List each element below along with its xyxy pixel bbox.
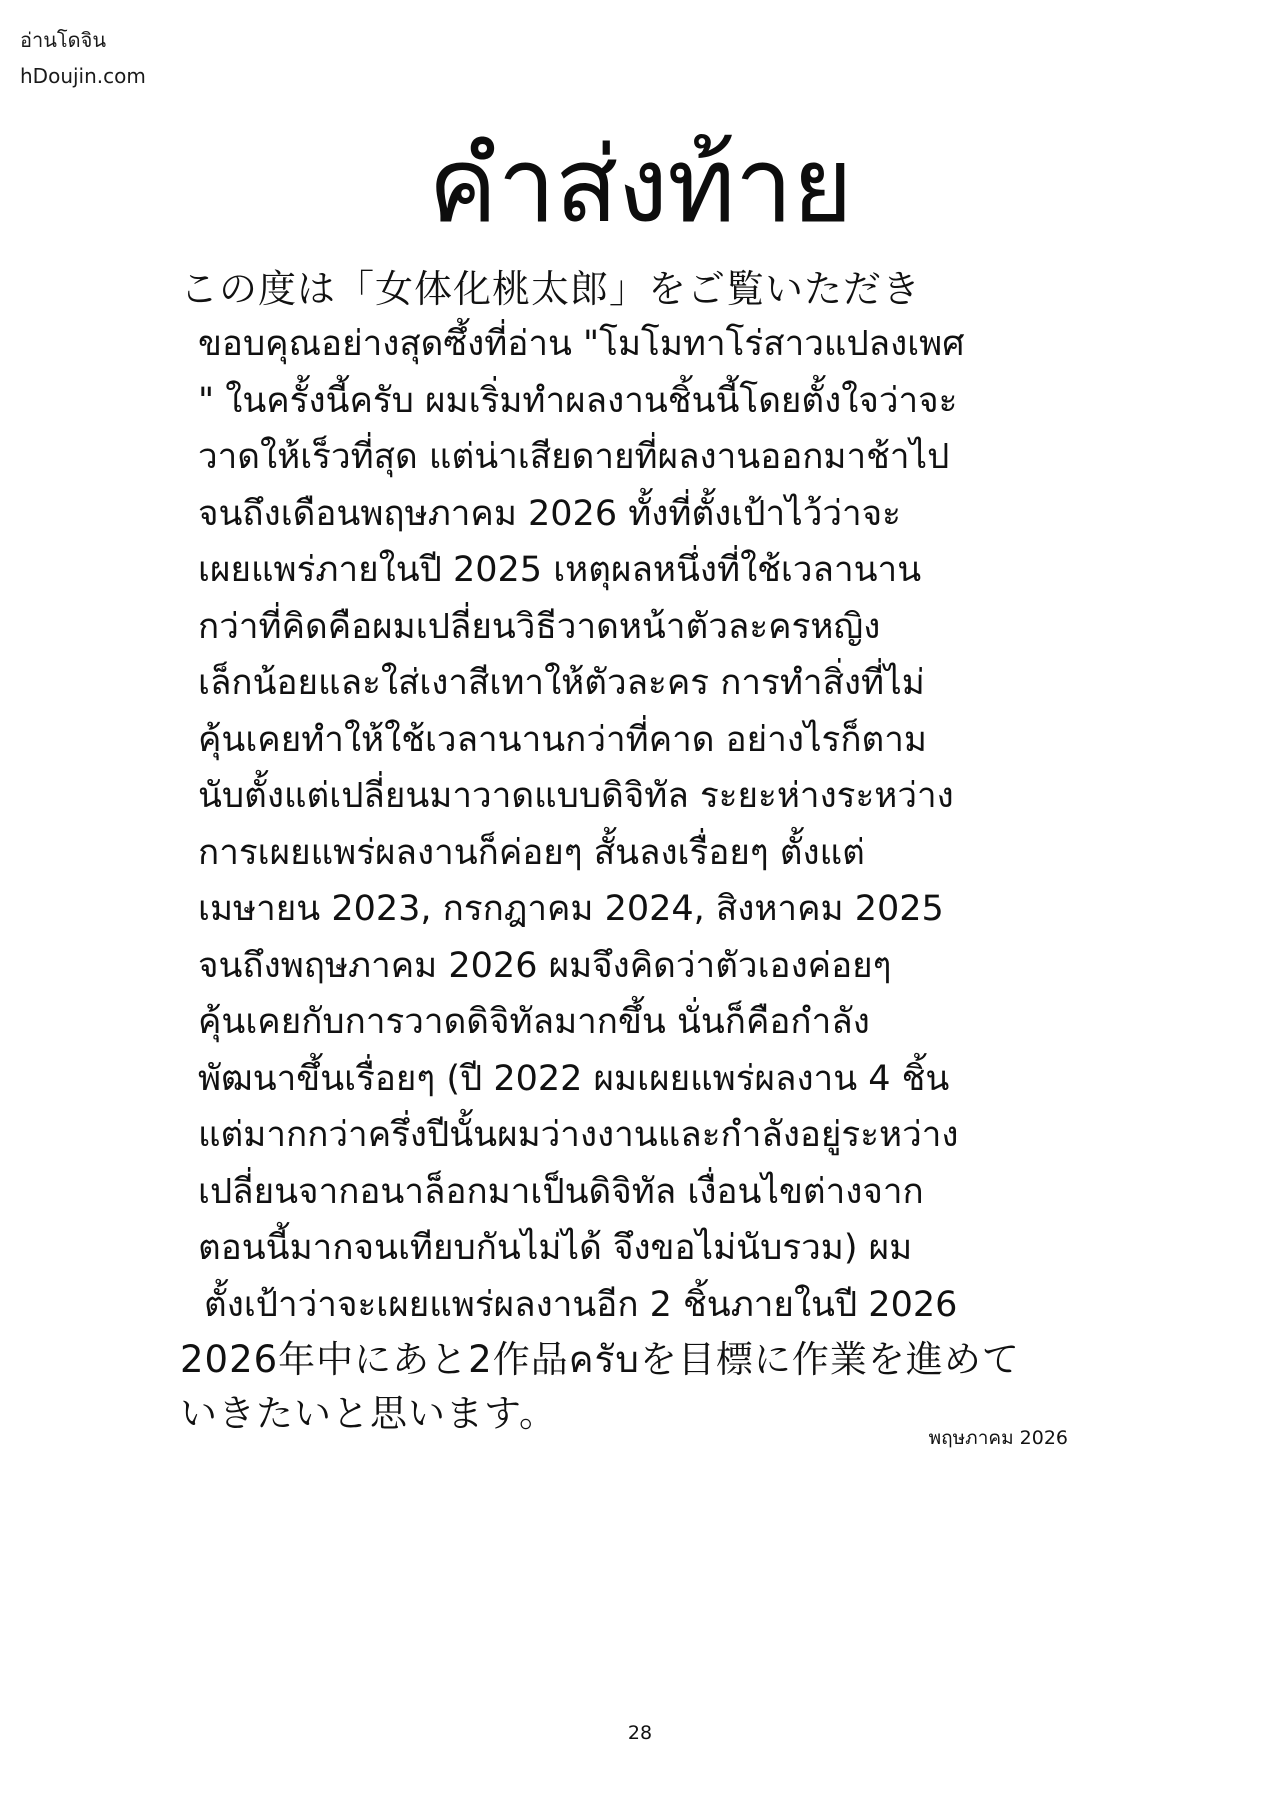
watermark-site-name: อ่านโดจิน — [20, 28, 107, 52]
thai-line-16: เปลี่ยนจากอนาล็อกมาเป็นดิจิทัล เงื่อนไขต่างจาก — [198, 1171, 924, 1212]
thai-line-2: " ในครั้งนี้ครับ ผมเริ่มทำผลงานชิ้นนี้โดยตั้งใจว่าจะ — [198, 380, 958, 421]
thai-line-8: คุ้นเคยทำให้ใช้เวลานานกว่าที่คาด อย่างไรก็ตาม — [198, 719, 927, 760]
afterword-body — [180, 262, 1120, 1441]
thai-line-3: วาดให้เร็วที่สุด แต่น่าเสียดายที่ผลงานออกมาช้าไป — [198, 437, 950, 477]
japanese-tail-line-1 — [180, 1333, 1120, 1387]
thai-line-14: พัฒนาขึ้นเรื่อยๆ (ปี 2022 ผมเผยแพร่ผลงาน 4 ชิ้น — [198, 1058, 950, 1099]
thai-line-1: ขอบคุณอย่างสุดซึ้งที่อ่าน "โมโมทาโร่สาวแปลงเพศ — [198, 324, 965, 364]
thai-line-15: แต่มากกว่าครึ่งปีนั้นผมว่างงานและกำลังอยู่ระหว่าง — [198, 1115, 959, 1155]
thai-line-5: เผยแพร่ภายในปี 2025 เหตุผลหนึ่งที่ใช้เวลานาน — [198, 550, 922, 590]
page-title: คำส่งท้าย — [427, 124, 853, 246]
thai-line-13: คุ้นเคยกับการวาดดิจิทัลมากขึ้น นั่นก็คือกำลัง — [198, 1002, 870, 1042]
japanese-tail-end: を目標に作業を進めて — [639, 1338, 1020, 1381]
thai-line-6: กว่าที่คิดคือผมเปลี่ยนวิธีวาดหน้าตัวละครหญิง — [198, 606, 881, 647]
thai-line-4: จนถึงเดือนพฤษภาคม 2026 ทั้งที่ตั้งเป้าไว้ว่าจะ — [198, 493, 901, 534]
thai-line-17: ตอนนี้มากจนเทียบกันไม่ได้ จึงขอไม่นับรวม) ผม — [198, 1228, 913, 1268]
thai-line-10: การเผยแพร่ผลงานก็ค่อยๆ สั้นลงเรื่อยๆ ตั้งแต่ — [198, 832, 865, 873]
thai-line-12: จนถึงพฤษภาคม 2026 ผมจึงคิดว่าตัวเองค่อยๆ — [198, 945, 892, 986]
watermark-url: hDoujin.com — [20, 64, 146, 88]
thai-overlay-word: ครับ — [568, 1338, 640, 1381]
thai-translation — [180, 316, 1120, 1333]
page-number: 28 — [627, 1722, 653, 1744]
japanese-tail-start: 2026年中にあと2作品 — [180, 1338, 569, 1381]
thai-line-7: เล็กน้อยและใส่เงาสีเทาให้ตัวละคร การทำสิ่งที่ไม่ — [198, 663, 925, 703]
japanese-tail-line-2: いきたいと思います。 — [180, 1392, 558, 1435]
thai-line-9: นับตั้งแต่เปลี่ยนมาวาดแบบดิจิทัล ระยะห่างระหว่าง — [198, 776, 954, 816]
japanese-intro-line: この度は「女体化桃太郎」をご覧いただき — [180, 267, 922, 311]
thai-line-11: เมษายน 2023, กรกฎาคม 2024, สิงหาคม 2025 — [198, 889, 944, 929]
afterword-date: พฤษภาคม 2026 — [928, 1427, 1068, 1449]
watermark — [20, 22, 146, 94]
thai-line-18: ตั้งเป้าว่าจะเผยแพร่ผลงานอีก 2 ชิ้นภายในปี 2026 — [204, 1284, 958, 1325]
